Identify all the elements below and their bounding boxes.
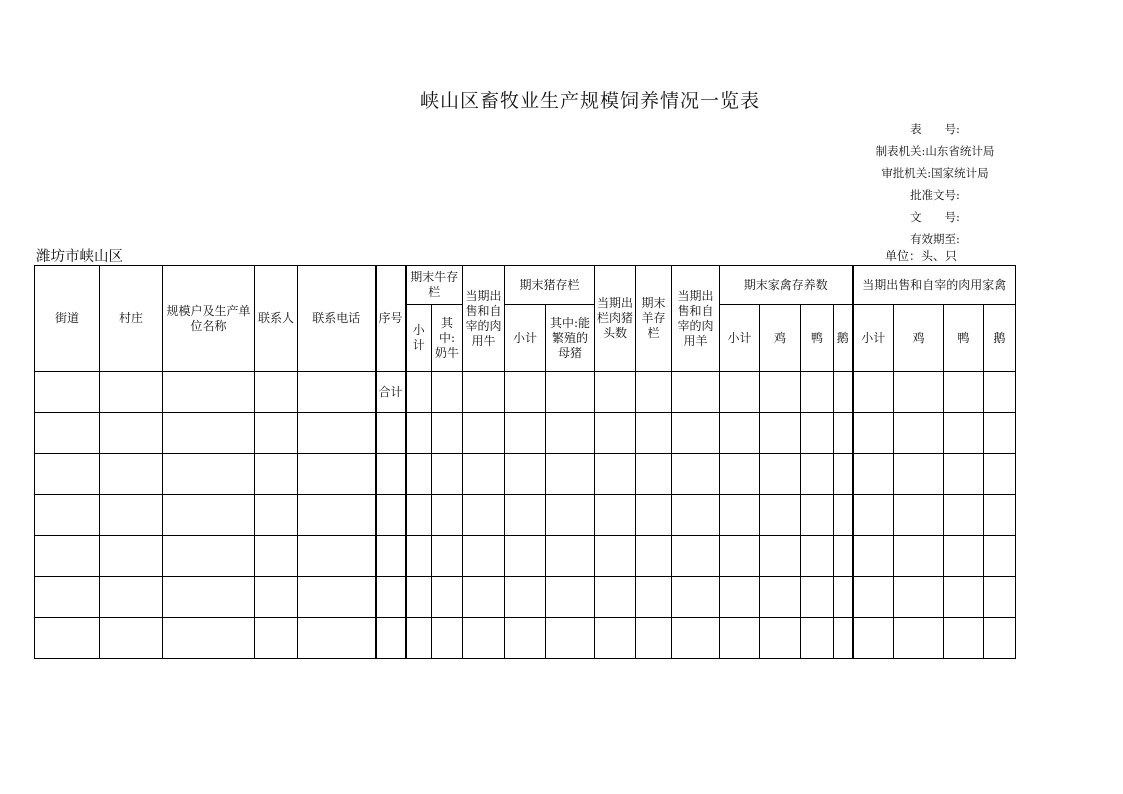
table-cell[interactable] [894, 454, 944, 495]
table-cell[interactable] [894, 618, 944, 659]
table-cell[interactable] [163, 577, 255, 618]
cell-contact[interactable] [255, 372, 298, 413]
table-cell[interactable] [760, 413, 801, 454]
approval-document: 批准文号: [910, 188, 960, 202]
table-cell[interactable] [760, 577, 801, 618]
table-cell[interactable] [163, 536, 255, 577]
header-sheep-sold: 当期出售和自宰的肉用羊 [672, 266, 720, 372]
cell-value[interactable] [595, 372, 636, 413]
table-cell[interactable] [432, 495, 463, 536]
table-cell[interactable] [944, 536, 984, 577]
table-cell[interactable] [595, 495, 636, 536]
table-cell[interactable] [944, 577, 984, 618]
cell-unit-name[interactable] [163, 372, 255, 413]
header-unit-name: 规模户及生产单位名称 [163, 266, 255, 372]
table-row-total [35, 372, 1016, 413]
table-cell[interactable] [255, 618, 298, 659]
table-cell[interactable] [35, 536, 100, 577]
table-cell[interactable] [984, 413, 1016, 454]
header-phone: 联系电话 [298, 266, 376, 372]
form-meta [840, 118, 1030, 250]
table-cell[interactable] [595, 454, 636, 495]
table-cell[interactable] [505, 536, 546, 577]
table-cell[interactable] [834, 454, 853, 495]
table-cell[interactable] [100, 413, 163, 454]
table-cell[interactable] [720, 454, 760, 495]
table-cell[interactable] [163, 495, 255, 536]
table-cell[interactable] [672, 413, 720, 454]
approving-authority: 审批机关:国家统计局 [881, 166, 989, 180]
table-cell[interactable] [853, 454, 894, 495]
table-cell[interactable] [463, 536, 505, 577]
table-cell[interactable] [100, 495, 163, 536]
table-cell[interactable] [834, 618, 853, 659]
header-poultry-stock: 期末家禽存养数 [720, 266, 853, 305]
cell-value[interactable] [944, 372, 984, 413]
table-cell[interactable] [298, 618, 376, 659]
cell-value[interactable] [720, 372, 760, 413]
table-cell[interactable] [298, 577, 376, 618]
table-cell[interactable] [35, 454, 100, 495]
table-cell[interactable] [834, 536, 853, 577]
table-cell[interactable] [636, 577, 672, 618]
table-cell[interactable] [505, 413, 546, 454]
table-cell[interactable] [595, 413, 636, 454]
table-cell[interactable] [35, 618, 100, 659]
unit-label: 单位：头、只 [885, 249, 958, 263]
table-cell[interactable] [376, 618, 406, 659]
cell-value[interactable] [760, 372, 801, 413]
valid-until: 有效期至: [910, 232, 960, 246]
table-cell[interactable] [636, 536, 672, 577]
header-pig-subtotal: 小计 [505, 305, 546, 372]
header-pig-sold: 当期出栏肉猪头数 [595, 266, 636, 372]
table-cell[interactable] [376, 536, 406, 577]
table-cell[interactable] [298, 454, 376, 495]
header-sold-chicken: 鸡 [894, 305, 944, 372]
table-cell[interactable] [894, 536, 944, 577]
table-cell[interactable] [595, 577, 636, 618]
table-cell[interactable] [944, 454, 984, 495]
table-cell[interactable] [100, 536, 163, 577]
table-cell[interactable] [432, 536, 463, 577]
table-cell[interactable] [720, 618, 760, 659]
table-cell[interactable] [853, 413, 894, 454]
table-cell[interactable] [376, 413, 406, 454]
table-cell[interactable] [376, 454, 406, 495]
header-goose: 鹅 [834, 305, 853, 372]
table-cell[interactable] [853, 536, 894, 577]
table-cell[interactable] [163, 454, 255, 495]
table-cell[interactable] [505, 618, 546, 659]
table-cell[interactable] [853, 495, 894, 536]
table-cell[interactable] [406, 618, 432, 659]
header-poultry-sold: 当期出售和自宰的肉用家禽 [853, 266, 1016, 305]
header-sheep-stock: 期末羊存栏 [636, 266, 672, 372]
table-cell[interactable] [636, 495, 672, 536]
table-cell[interactable] [894, 413, 944, 454]
table-cell[interactable] [163, 413, 255, 454]
table-cell[interactable] [463, 413, 505, 454]
table-cell[interactable] [255, 413, 298, 454]
table-cell[interactable] [432, 577, 463, 618]
table-cell[interactable] [760, 454, 801, 495]
region-label: 潍坊市峡山区 [36, 249, 123, 265]
table-cell[interactable] [853, 577, 894, 618]
cell-value[interactable] [463, 372, 505, 413]
cell-value[interactable] [984, 372, 1016, 413]
cell-village[interactable] [100, 372, 163, 413]
header-sold-subtotal: 小计 [853, 305, 894, 372]
form-number: 表 号: [910, 122, 960, 136]
table-cell[interactable] [984, 577, 1016, 618]
table-cell[interactable] [672, 577, 720, 618]
table-cell[interactable] [546, 536, 595, 577]
table-cell[interactable] [595, 618, 636, 659]
table-cell[interactable] [672, 536, 720, 577]
table-cell[interactable] [255, 536, 298, 577]
table-cell[interactable] [163, 618, 255, 659]
table-cell[interactable] [432, 618, 463, 659]
table-cell[interactable] [376, 495, 406, 536]
table-cell[interactable] [546, 618, 595, 659]
table-cell[interactable] [546, 495, 595, 536]
header-sold-duck: 鸭 [944, 305, 984, 372]
cell-value[interactable] [406, 372, 432, 413]
cell-value[interactable] [801, 372, 834, 413]
table-cell[interactable] [834, 495, 853, 536]
table-cell[interactable] [298, 536, 376, 577]
cell-total-label: 合计 [376, 372, 406, 413]
table-cell[interactable] [984, 536, 1016, 577]
table-row [35, 618, 1016, 659]
table-cell[interactable] [636, 413, 672, 454]
table-cell[interactable] [894, 577, 944, 618]
table-cell[interactable] [760, 618, 801, 659]
table-body [35, 413, 1016, 659]
table-cell[interactable] [801, 577, 834, 618]
table-cell[interactable] [720, 413, 760, 454]
cell-value[interactable] [505, 372, 546, 413]
table-cell[interactable] [255, 454, 298, 495]
table-cell[interactable] [406, 577, 432, 618]
table-cell[interactable] [432, 454, 463, 495]
table-cell[interactable] [720, 577, 760, 618]
table-cell[interactable] [636, 454, 672, 495]
table-cell[interactable] [463, 577, 505, 618]
table-cell[interactable] [406, 495, 432, 536]
page-title: 峡山区畜牧业生产规模饲养情况一览表 [419, 90, 760, 112]
header-chicken: 鸡 [760, 305, 801, 372]
table-cell[interactable] [35, 495, 100, 536]
cell-value[interactable] [853, 372, 894, 413]
table-cell[interactable] [406, 536, 432, 577]
table-cell[interactable] [546, 577, 595, 618]
table-cell[interactable] [546, 454, 595, 495]
table-cell[interactable] [35, 577, 100, 618]
header-sold-goose: 鹅 [984, 305, 1016, 372]
cell-value[interactable] [636, 372, 672, 413]
table-cell[interactable] [801, 495, 834, 536]
table-cell[interactable] [760, 536, 801, 577]
table-row [35, 413, 1016, 454]
header-seq: 序号 [376, 266, 406, 372]
table-cell[interactable] [463, 495, 505, 536]
table-cell[interactable] [760, 495, 801, 536]
table-row [35, 536, 1016, 577]
cell-value[interactable] [894, 372, 944, 413]
table-cell[interactable] [984, 495, 1016, 536]
table-row [35, 495, 1016, 536]
cell-value[interactable] [432, 372, 463, 413]
table-cell[interactable] [100, 618, 163, 659]
header-poultry-subtotal: 小计 [720, 305, 760, 372]
table-cell[interactable] [376, 577, 406, 618]
table-cell[interactable] [672, 495, 720, 536]
table-cell[interactable] [463, 454, 505, 495]
cell-value[interactable] [546, 372, 595, 413]
header-pig-stock: 期末猪存栏 [505, 266, 595, 305]
table-cell[interactable] [801, 413, 834, 454]
table-cell[interactable] [834, 413, 853, 454]
table-cell[interactable] [255, 577, 298, 618]
table-cell[interactable] [432, 413, 463, 454]
table-row [35, 577, 1016, 618]
table-cell[interactable] [406, 413, 432, 454]
header-cattle-dairy: 其中:奶牛 [432, 305, 463, 372]
header-duck: 鸭 [801, 305, 834, 372]
table-cell[interactable] [636, 618, 672, 659]
header-contact: 联系人 [255, 266, 298, 372]
table-cell[interactable] [984, 618, 1016, 659]
table-row [35, 454, 1016, 495]
table-cell[interactable] [35, 413, 100, 454]
table-cell[interactable] [801, 454, 834, 495]
table-cell[interactable] [801, 536, 834, 577]
header-street: 街道 [35, 266, 100, 372]
document-number: 文 号: [910, 210, 960, 224]
issuing-authority: 制表机关:山东省统计局 [875, 144, 995, 158]
table-cell[interactable] [100, 454, 163, 495]
table-cell[interactable] [463, 618, 505, 659]
table-cell[interactable] [505, 495, 546, 536]
cell-street[interactable] [35, 372, 100, 413]
table-cell[interactable] [853, 618, 894, 659]
table-cell[interactable] [894, 495, 944, 536]
table-cell[interactable] [720, 495, 760, 536]
table-cell[interactable] [298, 495, 376, 536]
header-cattle-subtotal: 小计 [406, 305, 432, 372]
cell-phone[interactable] [298, 372, 376, 413]
table-cell[interactable] [944, 618, 984, 659]
table-cell[interactable] [546, 413, 595, 454]
table-cell[interactable] [595, 536, 636, 577]
header-beef-sold: 当期出售和自宰的肉用牛 [463, 266, 505, 372]
table-cell[interactable] [834, 577, 853, 618]
table-cell[interactable] [984, 454, 1016, 495]
table-cell[interactable] [255, 495, 298, 536]
table-cell[interactable] [672, 618, 720, 659]
table-cell[interactable] [944, 413, 984, 454]
table-cell[interactable] [505, 577, 546, 618]
header-cattle-stock: 期末牛存栏 [406, 266, 463, 305]
cell-value[interactable] [672, 372, 720, 413]
table-cell[interactable] [720, 536, 760, 577]
table-cell[interactable] [406, 454, 432, 495]
table-cell[interactable] [100, 577, 163, 618]
table-cell[interactable] [672, 454, 720, 495]
header-village: 村庄 [100, 266, 163, 372]
table-cell[interactable] [298, 413, 376, 454]
livestock-table [34, 265, 1016, 659]
table-cell[interactable] [505, 454, 546, 495]
table-cell[interactable] [944, 495, 984, 536]
table-cell[interactable] [801, 618, 834, 659]
cell-value[interactable] [834, 372, 853, 413]
header-pig-breeding: 其中:能繁殖的母猪 [546, 305, 595, 372]
